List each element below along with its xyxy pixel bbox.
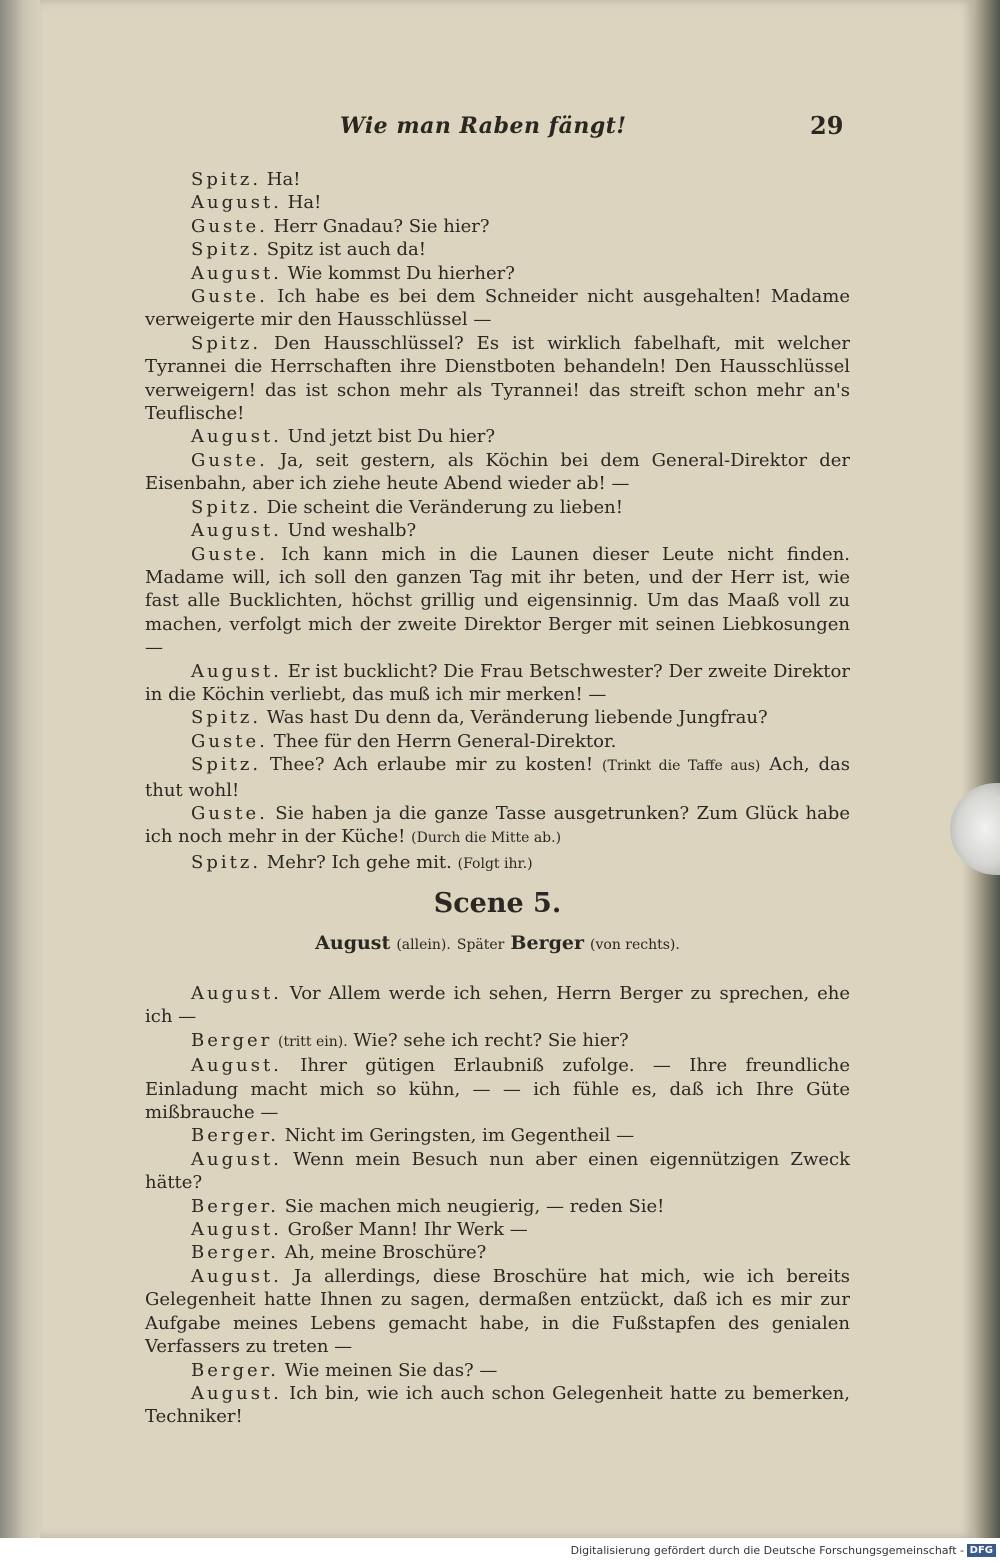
speaker: Berger. <box>191 1195 280 1217</box>
speech: Ach, das thut wohl! <box>145 754 850 801</box>
speech: Wie meinen Sie das? — <box>284 1359 498 1381</box>
cast-name: August <box>315 932 391 954</box>
speaker: Guste. <box>191 802 268 824</box>
speaker: Spitz. <box>191 332 262 354</box>
speech-line <box>145 1195 850 1218</box>
stage-direction: (Folgt ihr.) <box>457 855 533 872</box>
speech-line <box>145 215 850 238</box>
speech-line <box>145 1241 850 1264</box>
stage-direction: (Durch die Mitte ab.) <box>411 830 562 847</box>
speech: Ha! <box>266 169 301 190</box>
page-number: 29 <box>810 111 844 140</box>
speaker: August. <box>191 1055 282 1077</box>
speech: Und weshalb? <box>287 520 417 542</box>
speech: Sie haben ja die ganze Tasse ausgetrunken? Zum Glück habe ich noch mehr in der Küche! <box>145 802 850 848</box>
speech-line <box>145 1382 850 1429</box>
speech-line <box>145 543 850 660</box>
speech-line <box>145 982 850 1029</box>
speaker: August. <box>191 426 282 448</box>
speaker: Guste. <box>191 449 268 471</box>
speaker: August. <box>191 660 282 682</box>
speaker: Guste. <box>191 730 268 752</box>
speaker: Spitz. <box>191 707 262 729</box>
speech: Und jetzt bist Du hier? <box>287 426 496 448</box>
speech-line <box>145 449 850 496</box>
speech: Was hast Du denn da, Veränderung liebende Jungfrau? <box>266 707 768 729</box>
speech: Ich bin, wie ich auch schon Gelegenheit hatte zu bemerken, Techniker! <box>145 1382 850 1428</box>
scene-cast <box>145 932 850 954</box>
dfg-logo: DFG <box>967 1544 996 1557</box>
speech: Ha! <box>287 192 322 214</box>
speaker: Berger. <box>191 1359 280 1381</box>
speech: Ihrer gütigen Erlaubniß zufolge. — Ihre freundliche Einladung macht mich so kühn, — — ich fühle es, daß ich Ihre Güte mißbrauche — <box>145 1055 850 1124</box>
speech-line <box>145 496 850 519</box>
speech: Herr Gnadau? Sie hier? <box>273 215 490 237</box>
speaker: August. <box>191 520 282 542</box>
speech: Nicht im Geringsten, im Gegentheil — <box>284 1125 635 1147</box>
dialogue-block-1 <box>145 168 850 876</box>
speech-line <box>145 660 850 707</box>
speech: Den Hausschlüssel? Es ist wirklich fabelhaft, mit welcher Tyrannei die Herrschaften ihre Dienstboten behandeln! Den Hausschlüssel verweigern! das ist schon mehr als Tyrannei! das streift schon mehr an's Teuflische! <box>145 332 850 425</box>
speech: Ah, meine Broschüre? <box>284 1242 487 1264</box>
footer-credit: Digitalisierung gefördert durch die Deutsche Forschungsgemeinschaft - <box>570 1544 964 1557</box>
speaker: Spitz. <box>191 169 262 190</box>
scene-heading: Scene 5. <box>433 888 562 919</box>
speech-line <box>145 262 850 285</box>
speaker: Spitz. <box>191 851 262 873</box>
speech: Spitz ist auch da! <box>266 239 427 261</box>
speech-line <box>145 519 850 542</box>
running-title: Wie man Raben fängt! <box>340 113 627 139</box>
speaker: Guste. <box>191 543 268 565</box>
speaker: August. <box>191 1148 282 1170</box>
speech-line <box>145 332 850 426</box>
speech: Ja, seit gestern, als Köchin bei dem General-Direktor der Eisenbahn, aber ich ziehe heute Abend wieder ab! — <box>145 449 850 495</box>
speech-line <box>145 238 850 261</box>
speaker: August. <box>191 1219 282 1241</box>
stage-direction: (Trinkt die Taffe aus) <box>601 758 761 775</box>
speech-line <box>145 425 850 448</box>
speech-line <box>145 851 850 876</box>
speech-line <box>145 1054 850 1124</box>
speech: Großer Mann! Ihr Werk — <box>287 1219 528 1241</box>
speech: Ja allerdings, diese Broschüre hat mich, wie ich bereits Gelegenheit hatte Ihnen zu sagen, dermaßen entzückt, daß ich es mir zur Aufgabe meines Lebens gemacht habe, in die Fußstapfen des genialen Verfassers zu treten — <box>145 1265 850 1358</box>
dialogue-block-2 <box>145 982 850 1429</box>
speech-line <box>145 191 850 214</box>
stage-direction: (tritt ein). <box>278 1033 348 1050</box>
cast-name: Berger <box>510 932 584 954</box>
speaker: August. <box>191 983 282 1004</box>
speaker: August. <box>191 262 282 284</box>
speech-line <box>145 1265 850 1359</box>
speech: Wie? sehe ich recht? Sie hier? <box>353 1029 629 1051</box>
scan-background-left <box>0 0 40 1563</box>
speech: Ich habe es bei dem Schneider nicht ausgehalten! Madame verweigerte mir den Hausschlüssel — <box>145 286 850 331</box>
speech-line <box>145 753 850 802</box>
speech: Vor Allem werde ich sehen, Herrn Berger zu sprechen, ehe ich — <box>145 983 850 1028</box>
speech: Die scheint die Veränderung zu lieben! <box>266 496 623 518</box>
speaker: Berger. <box>191 1242 280 1264</box>
speech: Mehr? Ich gehe mit. <box>266 851 452 873</box>
cast-note: Später <box>456 937 505 953</box>
speech-line <box>145 802 850 851</box>
speaker: Berger <box>191 1029 273 1051</box>
speaker: Berger. <box>191 1125 280 1147</box>
speech: Wie kommst Du hierher? <box>287 262 515 284</box>
speech-line <box>145 1218 850 1241</box>
speaker: Spitz. <box>191 496 262 518</box>
speech-line <box>145 1124 850 1147</box>
speech-line <box>145 1029 850 1054</box>
speaker: August. <box>191 1265 282 1287</box>
speech: Wenn mein Besuch nun aber einen eigennützigen Zweck hätte? <box>145 1148 850 1194</box>
speech: Ich kann mich in die Launen dieser Leute nicht finden. Madame will, ich soll den ganzen Tag mit ihr beten, und der Herr ist, wie fast alle Bucklichten, höchst grillig und eigensinnig. Um das Maaß voll zu machen, verfolgt mich der zweite Direktor Berger mit seinen Liebkosungen — <box>145 543 850 659</box>
speaker: Guste. <box>191 215 268 237</box>
speech-line <box>145 1359 850 1382</box>
speaker: Spitz. <box>191 754 262 776</box>
speech: Sie machen mich neugierig, — reden Sie! <box>284 1195 665 1217</box>
speech-line <box>145 706 850 729</box>
speech: Er ist bucklicht? Die Frau Betschwester? Der zweite Direktor in die Köchin verliebt, das muß ich mir merken! — <box>145 660 850 705</box>
cast-note: (von rechts). <box>590 937 680 953</box>
cast-note: (allein). <box>396 937 451 953</box>
speech-line <box>145 285 850 332</box>
page-edge <box>975 0 1000 1538</box>
speaker: Guste. <box>191 286 268 308</box>
speech-line <box>145 168 850 191</box>
speech: Thee? Ach erlaube mir zu kosten! <box>269 754 594 776</box>
speech-line <box>145 730 850 753</box>
digitization-footer <box>0 1538 1000 1563</box>
speaker: August. <box>191 192 282 214</box>
speech: Thee für den Herrn General-Direktor. <box>273 730 617 752</box>
speech-line <box>145 1148 850 1195</box>
speaker: August. <box>191 1382 282 1404</box>
speaker: Spitz. <box>191 239 262 261</box>
